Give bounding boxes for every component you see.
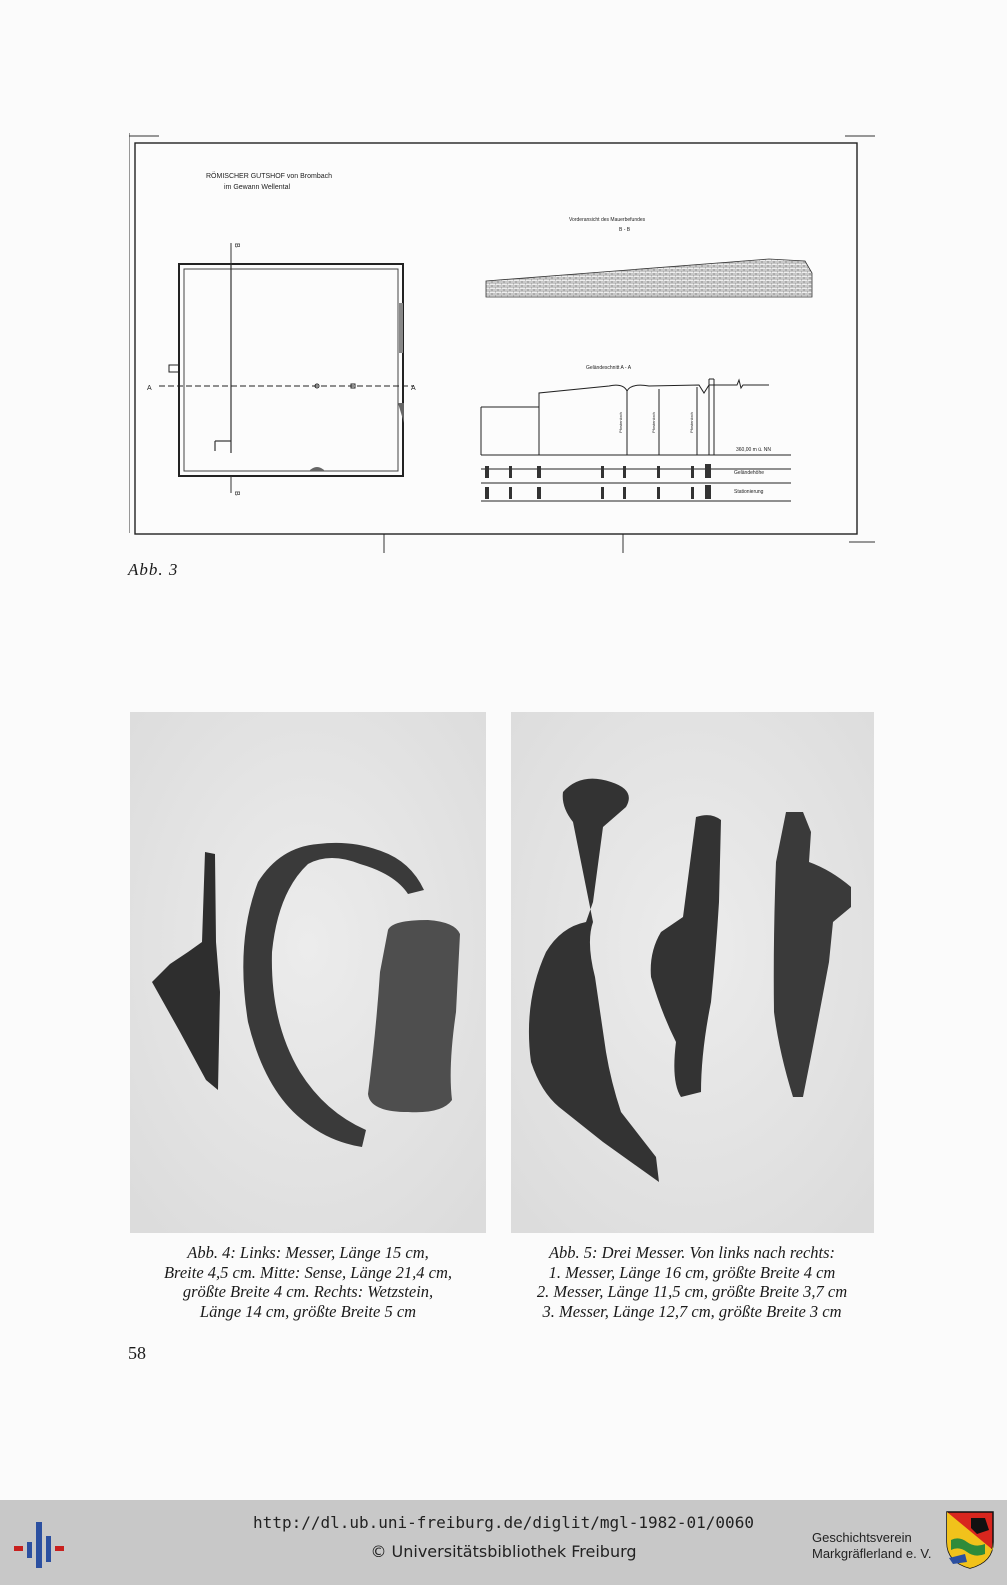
page-number: 58 (128, 1343, 146, 1363)
column-label-posthole-1: Pfostenloch (618, 412, 623, 433)
section-a-right: A (411, 385, 416, 392)
section-b-top: B (233, 243, 240, 248)
caption-line: größte Breite 4 cm. Rechts: Wetzstein, (182, 1282, 434, 1301)
document-url-link[interactable]: http://dl.ub.uni-freiburg.de/diglit/mgl-1982-01/0060 (253, 1513, 754, 1532)
row-label-stationierung: Stationierung (734, 489, 764, 495)
caption-line: Länge 14 cm, größte Breite 5 cm (199, 1301, 417, 1321)
section-a-left: A (147, 385, 152, 392)
coat-of-arms-icon (945, 1510, 995, 1570)
caption-line: Breite 4,5 cm. Mitte: Sense, Länge 21,4 cm, (163, 1262, 453, 1282)
column-label-posthole-3: Pfostenloch (689, 412, 694, 433)
figure-5-caption (502, 1243, 882, 1321)
figure-3-label: Abb. 3 (128, 560, 179, 579)
caption-line: 3. Messer, Länge 12,7 cm, größte Breite 3 cm (542, 1301, 842, 1321)
figure-4-caption (130, 1243, 486, 1321)
copyright-notice: © Universitätsbibliothek Freiburg (370, 1542, 637, 1561)
figure-4-photo (130, 712, 486, 1233)
society-line-1: Geschichtsverein (812, 1530, 912, 1545)
plan-title-line1: RÖMISCHER GUTSHOF von Brombach (206, 173, 333, 180)
society-line-2: Markgräflerland e. V. (812, 1546, 932, 1561)
section-title: Geländeschnitt A - A (586, 365, 632, 371)
section-b-bottom: B (233, 491, 240, 496)
plan-title-line2: im Gewann Wellental (224, 184, 291, 191)
society-name (812, 1530, 931, 1562)
caption-line: Abb. 4: Links: Messer, Länge 15 cm, (187, 1243, 429, 1262)
elevation-title-line1: Vorderansicht des Mauerbefundes (569, 217, 646, 223)
column-label-posthole-2: Pfostenloch (651, 412, 656, 433)
site-plan-figure (129, 133, 875, 553)
caption-line: 2. Messer, Länge 11,5 cm, größte Breite 3,7 cm (536, 1282, 848, 1301)
figure-5-photo (511, 712, 874, 1233)
row-label-gelaendehoehe: Geländehöhe (734, 470, 765, 476)
caption-line: 1. Messer, Länge 16 cm, größte Breite 4 cm (548, 1262, 836, 1282)
caption-line: Abb. 5: Drei Messer. Von links nach rechts: (548, 1243, 836, 1262)
elevation-reference: 360,00 m ü. NN (736, 447, 772, 453)
elevation-title-line2: B - B (619, 227, 631, 233)
